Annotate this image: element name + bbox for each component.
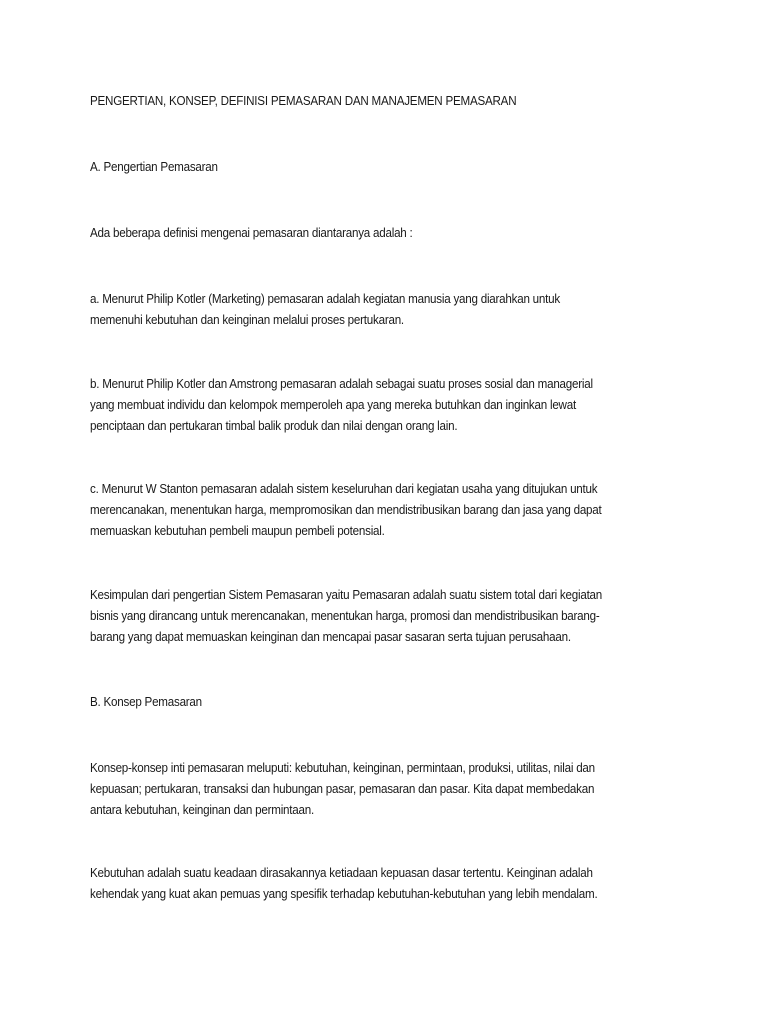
title-text: PENGERTIAN, KONSEP, DEFINISI PEMASARAN DAN MANAJEMEN PEMASARAN <box>90 94 517 108</box>
paragraph-line: Konsep-konsep inti pemasaran meluputi: kebutuhan, keinginan, permintaan, produksi, utilitas, nilai dan <box>90 761 595 775</box>
paragraph-line: bisnis yang dirancang untuk merencanakan, menentukan harga, promosi dan mendistribusikan barang- <box>90 609 600 623</box>
paragraph-line: merencanakan, menentukan harga, mempromosikan dan mendistribusikan barang dan jasa yang dapat <box>90 503 602 517</box>
paragraph-line: b. Menurut Philip Kotler dan Amstrong pemasaran adalah sebagai suatu proses sosial dan managerial <box>90 377 593 391</box>
heading-text: A. Pengertian Pemasaran <box>90 160 218 174</box>
definition-a-paragraph <box>90 289 730 331</box>
conclusion-paragraph <box>90 585 730 648</box>
konsep-paragraph <box>90 758 730 821</box>
paragraph-line: c. Menurut W Stanton pemasaran adalah sistem keseluruhan dari kegiatan usaha yang ditujukan untuk <box>90 482 598 496</box>
paragraph-line: a. Menurut Philip Kotler (Marketing) pemasaran adalah kegiatan manusia yang diarahkan untuk <box>90 292 560 306</box>
paragraph-line: yang membuat individu dan kelompok memperoleh apa yang mereka butuhkan dan inginkan lewat <box>90 398 576 412</box>
paragraph-line: Kesimpulan dari pengertian Sistem Pemasaran yaitu Pemasaran adalah suatu sistem total dari kegiatan <box>90 588 603 602</box>
document-title <box>90 91 730 112</box>
definition-c-paragraph <box>90 479 730 542</box>
section-b-heading <box>90 692 730 713</box>
paragraph-line: memenuhi kebutuhan dan keinginan melalui proses pertukaran. <box>90 313 404 327</box>
intro-text: Ada beberapa definisi mengenai pemasaran diantaranya adalah : <box>90 226 413 240</box>
section-a-heading <box>90 157 730 178</box>
paragraph-line: kehendak yang kuat akan pemuas yang spesifik terhadap kebutuhan-kebutuhan yang lebih mendalam. <box>90 887 598 901</box>
definition-b-paragraph <box>90 374 730 437</box>
paragraph-line: antara kebutuhan, keinginan dan permintaan. <box>90 803 314 817</box>
kebutuhan-paragraph <box>90 863 730 905</box>
paragraph-line: kepuasan; pertukaran, transaksi dan hubungan pasar, pemasaran dan pasar. Kita dapat membedakan <box>90 782 595 796</box>
paragraph-line: memuaskan kebutuhan pembeli maupun pembeli potensial. <box>90 524 385 538</box>
paragraph-line: penciptaan dan pertukaran timbal balik produk dan nilai dengan orang lain. <box>90 419 458 433</box>
paragraph-line: barang yang dapat memuaskan keinginan dan mencapai pasar sasaran serta tujuan perusahaan. <box>90 630 571 644</box>
paragraph-line: Kebutuhan adalah suatu keadaan dirasakannya ketiadaan kepuasan dasar tertentu. Keinginan adalah <box>90 866 593 880</box>
heading-text: B. Konsep Pemasaran <box>90 695 202 709</box>
section-a-intro <box>90 223 730 244</box>
